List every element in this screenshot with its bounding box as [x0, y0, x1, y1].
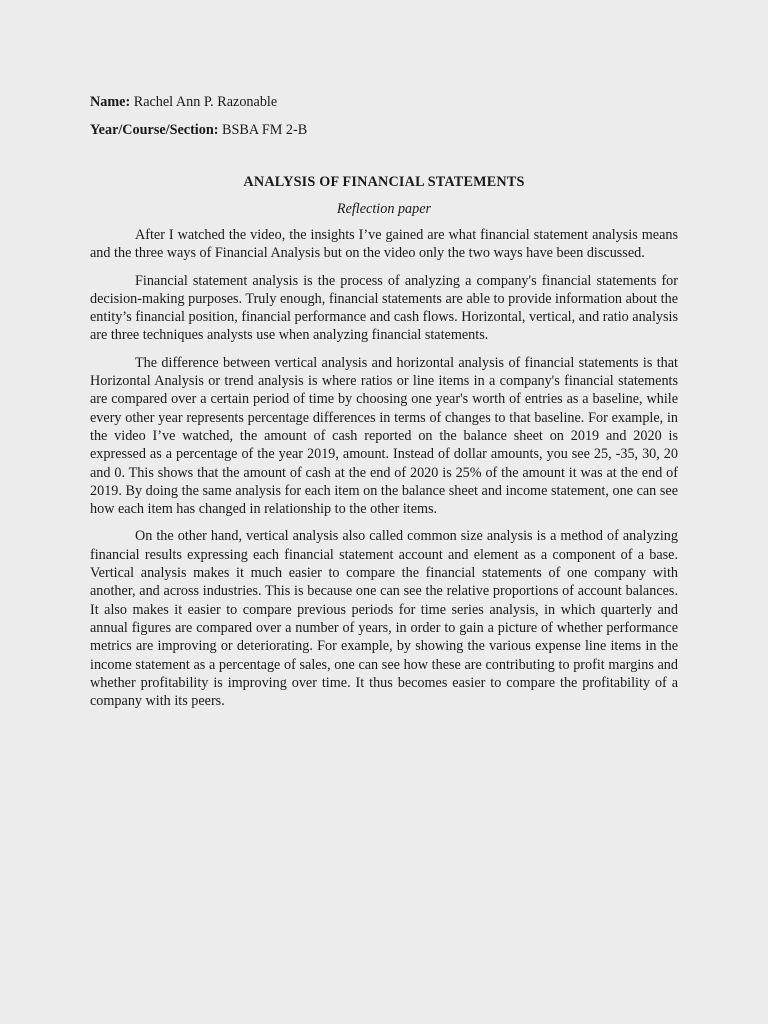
paragraph-1: After I watched the video, the insights I’ve gained are what financial statement analysis means and the three ways of Financial Analysis but on the video only the two ways have been discussed. — [90, 227, 678, 262]
section-line — [90, 121, 678, 139]
document-title: ANALYSIS OF FINANCIAL STATEMENTS — [243, 174, 525, 190]
paragraph-2: Financial statement analysis is the process of analyzing a company's financial statements for decision-making purposes. Truly enough, financial statements are able to provide information about the entity’s financial position, financial performance and cash flows. Horizontal, vertical, and ratio analysis are three techniques analysts use when analyzing financial statements. — [90, 272, 678, 344]
name-label: Name: — [90, 94, 131, 110]
student-name: Rachel Ann P. Razonable — [133, 94, 278, 110]
student-name-line — [90, 93, 678, 111]
section-label: Year/Course/Section: — [90, 122, 219, 138]
paragraph-4: On the other hand, vertical analysis also called common size analysis is a method of analyzing financial results expressing each financial statement account and element as a component of a base. Vertical analysis makes it much easier to compare the financial statements of one company with another, and across industries. This is because one can see the relative proportions of account balances. It also makes it easier to compare previous periods for time series analysis, in which quarterly and annual figures are compared over a number of years, in order to gain a picture of whether performance metrics are improving or deteriorating. For example, by showing the various expense line items in the income statement as a percentage of sales, one can see how these are contributing to profit margins and whether profitability is improving over time. It thus becomes easier to compare the profitability of a company with its peers. — [90, 528, 678, 710]
section-value: BSBA FM 2-B — [222, 122, 308, 138]
document-body — [90, 226, 678, 710]
paragraph-3: The difference between vertical analysis and horizontal analysis of financial statements is that Horizontal Analysis or trend analysis is where ratios or line items in a company's financial statements are compared over a certain period of time by choosing one year's worth of entries as a baseline, while every other year represents percentage differences in terms of changes to that baseline. For example, in the video I’ve watched, the amount of cash reported on the balance sheet on 2019 and 2020 is expressed as a percentage of the year 2019, amount. Instead of dollar amounts, you see 25, -35, 30, 20 and 0. This shows that the amount of cash at the end of 2020 is 25% of the amount it was at the end of 2019. By doing the same analysis for each item on the balance sheet and income statement, one can see how each item has changed in relationship to the other items. — [90, 354, 678, 518]
document-subtitle: Reflection paper — [336, 201, 432, 217]
